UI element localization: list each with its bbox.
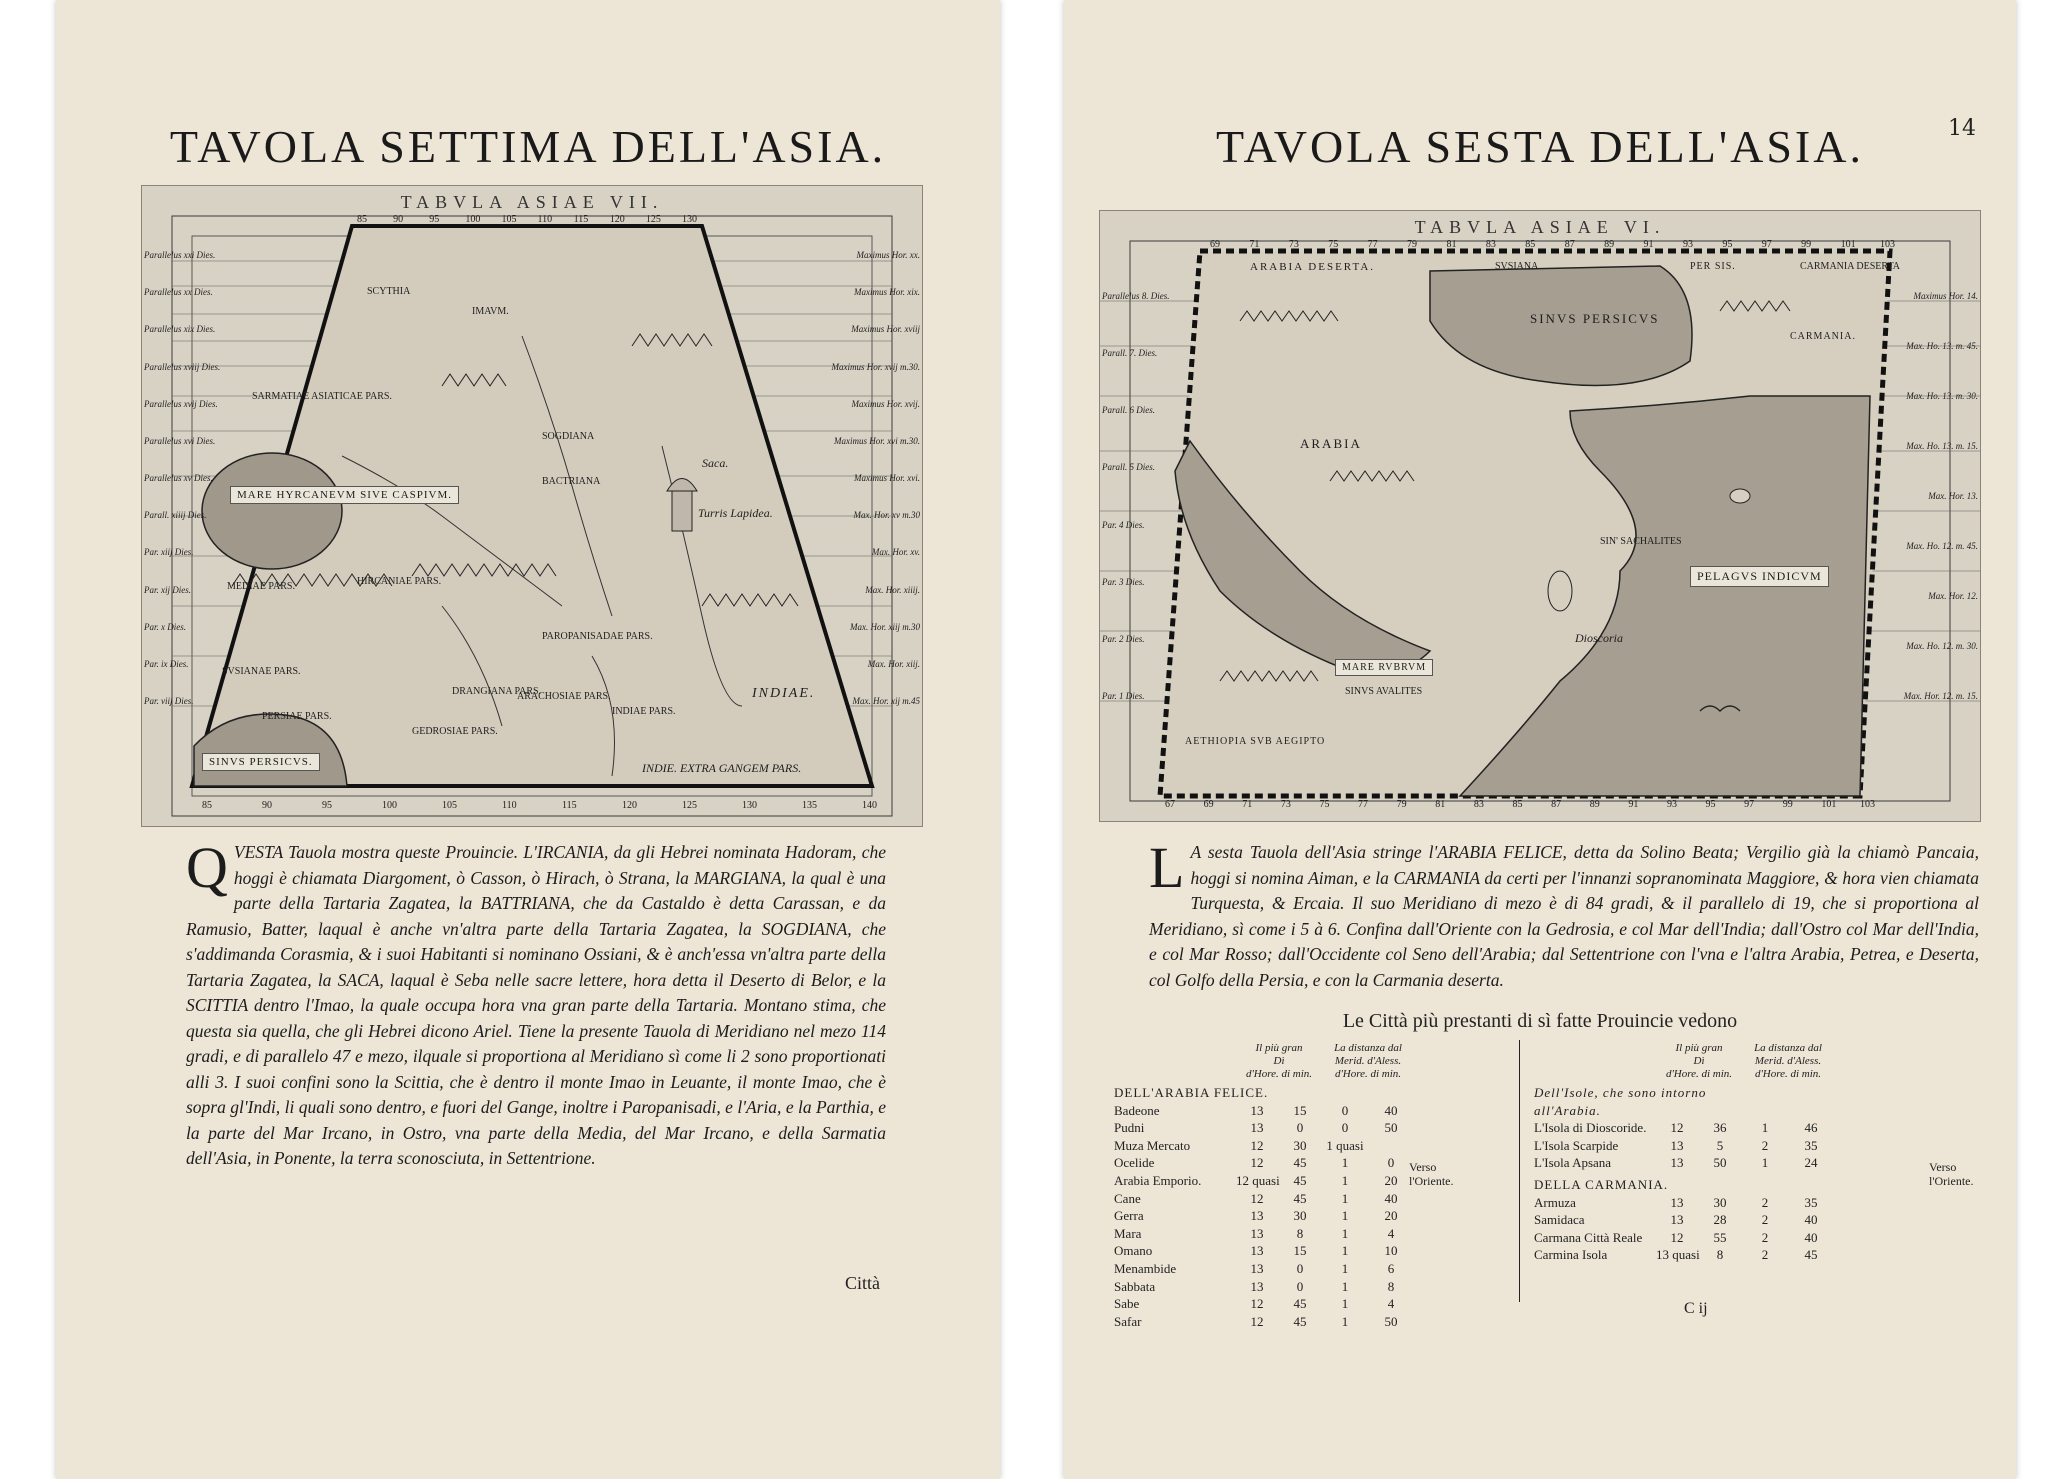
- cell-b: 45: [1293, 1313, 1307, 1329]
- cell-c: 1: [1341, 1172, 1349, 1188]
- parallel-label: Max. Hor. xij m.45: [852, 696, 920, 706]
- cell-a: 12: [1250, 1296, 1264, 1312]
- city-table-islands: [1534, 1042, 1974, 1264]
- label-carmania: CARMANIA.: [1790, 331, 1856, 342]
- label-persis: PER SIS.: [1690, 261, 1736, 272]
- cell-c: 2: [1761, 1212, 1769, 1228]
- section-head: DELLA CARMANIA.: [1534, 1176, 1669, 1192]
- cell-b: 0: [1296, 1278, 1304, 1294]
- scale-tick-label: 67: [1165, 799, 1175, 810]
- cell-b: 5: [1716, 1137, 1724, 1153]
- scale-tick-label: 87: [1551, 799, 1562, 810]
- scale-tick-label: 95: [322, 800, 332, 811]
- parallel-label: Par. 4 Dies.: [1102, 519, 1145, 530]
- cell-a: 13: [1670, 1212, 1684, 1228]
- scale-tick-label: 85: [202, 800, 212, 811]
- cell-name: Armuza: [1534, 1194, 1576, 1210]
- parallel-label: Parallelus xviij Dies.: [144, 361, 221, 372]
- scale-tick-label: 130: [742, 800, 757, 811]
- cell-c: 1: [1341, 1313, 1349, 1329]
- cell-name: L'Isola Scarpide: [1534, 1137, 1619, 1153]
- label-dioscoria: Dioscoria: [1575, 631, 1623, 645]
- cell-d: [1368, 1137, 1414, 1155]
- cell-c: 1: [1341, 1278, 1349, 1294]
- parallel-label: Parallelus 8. Dies.: [1102, 291, 1170, 301]
- label-mediae: MEDIAE PARS.: [227, 581, 295, 592]
- label-arabia: ARABIA: [1300, 436, 1362, 451]
- parallel-label: Max. Hor. 12.: [1928, 591, 1978, 601]
- cell-name: Safar: [1114, 1313, 1142, 1329]
- parallel-label: Parall. 5 Dies.: [1102, 462, 1155, 473]
- parallel-label: Par. xij Dies.: [144, 584, 191, 595]
- cell-c: 2: [1761, 1247, 1769, 1263]
- city-table-arabia: [1114, 1042, 1514, 1330]
- label-arachosiae: ARACHOSIAE PARS.: [517, 691, 611, 702]
- scale-tick-label: 85: [1512, 799, 1523, 810]
- label-sarmatiae: SARMATIAE ASIATICAE PARS.: [252, 391, 392, 402]
- scale-tick-label: 93: [1682, 239, 1693, 250]
- bracket-note: Verso l'Oriente.: [1929, 1160, 1974, 1188]
- scale-tick-label: 135: [802, 800, 817, 811]
- cell-b: 55: [1713, 1229, 1727, 1245]
- scale-tick-label: 110: [502, 800, 517, 811]
- parallel-label: Max. Hor. xiiij.: [865, 584, 920, 595]
- cell-name: Badeone: [1114, 1102, 1160, 1118]
- scale-tick-label: 85: [1525, 239, 1536, 250]
- cell-c: 1: [1341, 1155, 1349, 1171]
- cell-a: 12 quasi: [1236, 1172, 1280, 1188]
- cell-d: 8: [1387, 1278, 1395, 1294]
- right-page: [1064, 0, 2016, 1479]
- cell-c: 1: [1341, 1190, 1349, 1206]
- cell-name: Arabia Emporio.: [1114, 1172, 1202, 1188]
- signature-mark: C ij: [1684, 1300, 1708, 1317]
- parallel-label: Max. Ho. 13. m. 15.: [1906, 441, 1978, 451]
- scale-tick-label: 95: [1705, 799, 1716, 810]
- map-left: [141, 185, 923, 827]
- scale-tick-label: 90: [262, 800, 272, 811]
- parallel-label: Par. x Dies.: [144, 621, 186, 632]
- scale-tick-label: 77: [1358, 799, 1369, 810]
- scale-tick-label: 103: [1860, 799, 1875, 810]
- label-gedrosiae: GEDROSIAE PARS.: [412, 726, 498, 737]
- cell-a: 13: [1250, 1102, 1264, 1118]
- cell-b: 36: [1713, 1120, 1727, 1136]
- parallel-label: Maximus Hor. xx.: [856, 250, 920, 260]
- cell-c: 0: [1341, 1102, 1349, 1118]
- scale-tick-label: 97: [1761, 239, 1772, 250]
- table-row: [1534, 1154, 1974, 1172]
- cell-name: L'Isola Apsana: [1534, 1155, 1612, 1171]
- scale-tick-label: 125: [645, 214, 661, 225]
- bracket-note: Verso l'Oriente.: [1409, 1160, 1454, 1188]
- drop-cap: Q: [186, 835, 228, 900]
- cell-c: 2: [1761, 1194, 1769, 1210]
- cell-a: 12: [1250, 1313, 1264, 1329]
- scale-tick-label: 140: [862, 800, 877, 811]
- parallel-label: Parall. xiiij Dies.: [144, 510, 207, 521]
- cell-b: 28: [1713, 1212, 1727, 1228]
- cell-b: 0: [1296, 1260, 1304, 1276]
- scale-tick-label: 120: [609, 214, 625, 225]
- cell-a: 12: [1670, 1120, 1684, 1136]
- table-row: [1114, 1137, 1514, 1155]
- table-row: [1114, 1154, 1514, 1172]
- section-head: DELL'ARABIA FELICE.: [1114, 1085, 1269, 1100]
- scale-tick-label: 83: [1485, 239, 1496, 250]
- column-headers: [1114, 1042, 1514, 1082]
- cell-b: 45: [1293, 1190, 1307, 1206]
- parallel-label: Parallelus xvi Dies.: [144, 435, 216, 446]
- page-number: 14: [1948, 116, 1976, 141]
- table-row: [1534, 1211, 1974, 1229]
- cell-a: 13: [1250, 1260, 1264, 1276]
- label-carmania-deserta: CARMANIA DESERTA: [1800, 261, 1900, 272]
- scale-tick-label: 103: [1880, 239, 1895, 250]
- col-head-distance: La distanza dal Merid. d'Aless. d'Hore. di min.: [1754, 1042, 1822, 1080]
- cell-c: 1 quasi: [1326, 1137, 1364, 1153]
- parallel-label: Par. viij Dies.: [144, 696, 194, 706]
- parallel-label: Par. 1 Dies.: [1102, 691, 1145, 701]
- description-text: [1149, 835, 1979, 993]
- cell-a: 12: [1670, 1229, 1684, 1245]
- table-rows: [1534, 1194, 1974, 1264]
- scale-tick-label: 115: [573, 214, 589, 225]
- table-rows: [1534, 1119, 1974, 1172]
- cell-b: 30: [1293, 1137, 1307, 1153]
- cell-c: 0: [1341, 1120, 1349, 1136]
- label-paropanisadae: PAROPANISADAE PARS.: [542, 631, 653, 642]
- left-page: [56, 0, 1000, 1479]
- parallel-label: Maximus Hor. 14.: [1913, 291, 1978, 301]
- cell-a: 13 quasi: [1656, 1247, 1700, 1263]
- cell-d: 46: [1804, 1120, 1818, 1136]
- scale-tick-label: 81: [1435, 799, 1446, 810]
- cell-a: 13: [1250, 1243, 1264, 1259]
- parallel-label: Parall. 7. Dies.: [1102, 348, 1158, 359]
- label-hircaniae: HIRCANIAE PARS.: [357, 576, 442, 587]
- label-mare-rubrum: MARE RVBRVM: [1335, 659, 1433, 676]
- scale-tick-label: 71: [1242, 799, 1253, 810]
- cell-c: 1: [1341, 1260, 1349, 1276]
- cell-a: 12: [1250, 1190, 1264, 1206]
- label-arabia-deserta: ARABIA DESERTA.: [1250, 261, 1376, 273]
- cell-d: 35: [1804, 1194, 1818, 1210]
- cell-d: 4: [1387, 1225, 1395, 1241]
- parallel-label: Max. Ho. 13. m. 30.: [1906, 391, 1978, 401]
- parallel-label: Parallelus xvij Dies.: [144, 398, 218, 409]
- cell-name: Ocelide: [1114, 1155, 1155, 1171]
- cell-d: 40: [1384, 1190, 1398, 1206]
- cell-d: 40: [1804, 1212, 1818, 1228]
- page-title: TAVOLA SETTIMA DELL'ASIA.: [169, 121, 887, 172]
- parallel-label: Max. Hor. xiij.: [867, 658, 920, 669]
- cell-d: 4: [1387, 1296, 1395, 1312]
- caspian-sea: [202, 453, 342, 569]
- label-pelagus: PELAGVS INDICVM: [1690, 566, 1829, 587]
- label-drangiana: DRANGIANA PARS.: [452, 686, 542, 697]
- scale-tick-label: 71: [1249, 239, 1260, 250]
- cell-c: 2: [1761, 1229, 1769, 1245]
- scale-tick-label: 130: [682, 214, 697, 225]
- island: [1730, 489, 1750, 503]
- label-india-extra: INDIE. EXTRA GANGEM PARS.: [642, 761, 802, 775]
- table-row: [1114, 1260, 1514, 1278]
- scale-tick-label: 79: [1396, 799, 1407, 810]
- label-susianae: SVSIANAE PARS.: [222, 666, 301, 677]
- parallel-label: Parallelus xv Dies.: [144, 473, 213, 483]
- scale-tick-label: 100: [382, 800, 397, 811]
- table-row: [1114, 1313, 1514, 1331]
- scale-tick-label: 91: [1643, 239, 1654, 250]
- label-turris: Turris Lapidea.: [698, 506, 773, 520]
- parallel-label: Parallelus xx Dies.: [144, 287, 213, 298]
- cell-name: Mara: [1114, 1225, 1142, 1241]
- cell-a: 13: [1670, 1137, 1684, 1153]
- table-row: [1114, 1119, 1514, 1137]
- cell-name: Carmina Isola: [1534, 1247, 1608, 1263]
- label-caspian: MARE HYRCANEVM SIVE CASPIVM.: [230, 486, 459, 504]
- parallel-label: Par. xiij Dies.: [144, 547, 194, 558]
- scale-tick-label: 73: [1288, 239, 1299, 250]
- table-row: [1114, 1225, 1514, 1243]
- parallel-label: Par. 3 Dies.: [1102, 576, 1145, 587]
- scale-tick-label: 95: [1722, 239, 1733, 250]
- cell-b: 15: [1293, 1243, 1307, 1259]
- map-right: [1099, 210, 1981, 822]
- label-persiae: PERSIAE PARS.: [262, 711, 332, 722]
- cell-d: 0: [1387, 1155, 1395, 1171]
- parallel-label: Maximus Hor. xvi.: [854, 473, 920, 483]
- cell-name: L'Isola di Dioscoride.: [1534, 1120, 1647, 1136]
- map-right-drawing: [1100, 211, 1980, 821]
- table-row: [1114, 1242, 1514, 1260]
- cell-name: Pudni: [1114, 1120, 1145, 1136]
- label-india: INDIAE.: [752, 686, 816, 701]
- table-row: [1534, 1246, 1974, 1264]
- scale-tick-label: 87: [1564, 239, 1575, 250]
- description-body: A sesta Tauola dell'Asia stringe l'ARABIA FELICE, detta da Solino Beata; Vergilio già la chiamò Pancaia, hoggi si nomina Aiman, e la CARMANIA da certi per l'innanzi sopranominata Maggiore, & hora vien chiamata Turquesta, & Ercaia. Il suo Meridiano di mezo è di 84 gradi, & il parallelo di 19, che si proportiona al Meridiano, sì come i 5 à 6. Confina dall'Oriente con la Gedrosia, e col Mar dell'India; dall'Ostro col Mar dell'India, e col Mar Rosso; dall'Occidente col Seno dell'Arabia; dal Settentrione con l'vna e l'altra Arabia, Petrea, e Deserta, col Golfo della Persia, e con la Carmania deserta.: [1149, 842, 1979, 990]
- cell-b: 45: [1293, 1155, 1307, 1171]
- col-head-day: Il più gran Dì d'Hore. di min.: [1665, 1042, 1733, 1080]
- cell-d: 35: [1804, 1137, 1818, 1153]
- scale-tick-label: 115: [562, 800, 577, 811]
- cell-a: 13: [1670, 1194, 1684, 1210]
- label-imaum: IMAVM.: [472, 306, 509, 317]
- catchword: Città: [845, 1273, 880, 1293]
- page-title: TAVOLA SESTA DELL'ASIA.: [1216, 121, 1864, 172]
- cell-name: Carmana Città Reale: [1534, 1229, 1643, 1245]
- scale-tick-label: 90: [393, 214, 404, 225]
- cell-d: 40: [1384, 1102, 1398, 1118]
- parallel-label: Par. 2 Dies.: [1102, 633, 1145, 644]
- table-row: [1534, 1137, 1974, 1155]
- cell-d: 20: [1384, 1172, 1398, 1188]
- parallel-label: Max. Ho. 13. m. 45.: [1906, 341, 1978, 351]
- scale-tick-label: 69: [1210, 239, 1220, 250]
- cell-c: 1: [1761, 1120, 1769, 1136]
- cell-a: 13: [1250, 1278, 1264, 1294]
- label-saca: Saca.: [702, 456, 729, 470]
- scale-tick-label: 79: [1407, 239, 1418, 250]
- parallel-label: Maximus Hor. xvij.: [851, 398, 920, 409]
- table-row: [1114, 1102, 1514, 1120]
- cell-c: 1: [1341, 1208, 1349, 1224]
- cell-a: 13: [1250, 1225, 1264, 1241]
- drop-cap: L: [1149, 835, 1185, 900]
- cell-c: 1: [1761, 1155, 1769, 1171]
- cell-d: 10: [1384, 1243, 1398, 1259]
- label-persian-gulf: SINVS PERSICVS.: [202, 753, 320, 771]
- scale-tick-label: 69: [1203, 799, 1214, 810]
- cell-d: 50: [1384, 1313, 1398, 1329]
- parallel-label: Max. Hor. xv m.30: [853, 510, 920, 521]
- cell-d: 6: [1387, 1260, 1395, 1276]
- table-rows: [1114, 1102, 1514, 1331]
- cell-c: 2: [1761, 1137, 1769, 1153]
- scale-tick-label: 105: [442, 800, 457, 811]
- parallel-label: Max. Ho. 12. m. 45.: [1906, 541, 1978, 551]
- cell-b: 0: [1296, 1120, 1304, 1136]
- cell-a: 13: [1250, 1208, 1264, 1224]
- parallel-label: Par. ix Dies.: [144, 658, 189, 669]
- cell-name: Cane: [1114, 1190, 1141, 1206]
- map-left-drawing: [142, 186, 922, 826]
- scale-tick-label: 105: [501, 214, 517, 225]
- cell-c: 1: [1341, 1296, 1349, 1312]
- cell-name: Omano: [1114, 1243, 1153, 1259]
- map-title: TABVLA ASIAE VI.: [1414, 217, 1666, 237]
- description-body: VESTA Tauola mostra queste Prouincie. L'IRCANIA, da gli Hebrei nominata Hadoram, che hoggi è chiamata Diargoment, ò Casson, ò Hirach, ò Strana, la MARGIANA, la qual è una parte della Tartaria Zagatea, la BATTRIANA, che da Castaldo è detta Carassan, e da Ramusio, Batter, laqual è anche vn'altra parte della Tartaria Zagatea, la SOGDIANA, che s'addimanda Corasmia, & i suoi Habitanti si nominano Ossiani, & è anch'essa vn'altra parte della Tartaria Zagatea, la SACA, laqual è Seba nelle sacre lettere, hora detta il Deserto di Belor, e la SCITTIA dentro l'Imao, la quale occupa hora vna gran parte della Tartaria. Montano stima, che questa sia quella, che gli Hebrei dicono Ariel. Tiene la presente Tauola di Meridiano nel mezo 114 gradi, e di parallelo 47 e mezo, ilquale si proportiona al Meridiano sì come li 2 sono proportionati alli 3. I suoi confini sono la Scittia, che è dentro il monte Imao in Leuante, il monte Imao, che è sopra gl'Indi, li quali sono dentro, e fuori del Gange, inoltre i Paropanisadi, e l'Aria, e la Parthia, e la parte del Mar Ircano, in Ostro, vna parte della Media, del Mar Ircano, e della Sarmatia dell'Asia, in Ponente, la terra sconosciuta, in Settentrione.: [186, 842, 886, 1168]
- label-sinus-avalites: SINVS AVALITES: [1345, 686, 1423, 697]
- parallel-label: Maximus Hor. xvi m.30.: [834, 435, 920, 446]
- scale-tick-label: 93: [1666, 799, 1677, 810]
- parallel-label: Maximus Hor. xviij: [851, 324, 920, 335]
- cell-d: 24: [1804, 1155, 1818, 1171]
- table-title: Le Città più prestanti di sì fatte Prouincie vedono: [1342, 1010, 1738, 1032]
- scale-tick-label: 95: [429, 214, 440, 225]
- scale-tick-label: 77: [1367, 239, 1378, 250]
- cell-b: 8: [1716, 1247, 1724, 1263]
- label-aethiopia: AETHIOPIA SVB AEGIPTO: [1185, 736, 1326, 747]
- scale-tick-label: 85: [357, 214, 367, 225]
- label-sogdiana: SOGDIANA: [542, 431, 595, 442]
- turris-lapidea-icon: [667, 479, 697, 532]
- table-row: [1114, 1278, 1514, 1296]
- label-susiana: SVSIANA: [1495, 261, 1539, 272]
- cell-d: 40: [1804, 1229, 1818, 1245]
- parallel-label: Max. Hor. 13.: [1928, 491, 1978, 501]
- cell-c: 1: [1341, 1225, 1349, 1241]
- parallel-label: Parallelus xix Dies.: [144, 324, 216, 335]
- island-dioscoria: [1548, 571, 1572, 611]
- col-head-day: Il più gran Dì d'Hore. di min.: [1245, 1042, 1313, 1080]
- table-row: [1114, 1207, 1514, 1225]
- cell-name: Menambide: [1114, 1260, 1177, 1276]
- label-sinus-sachalites: SIN' SACHALITES: [1600, 536, 1682, 547]
- table-row: [1534, 1119, 1974, 1137]
- parallel-label: Max. Hor. 12. m. 15.: [1903, 691, 1978, 701]
- table-row: [1114, 1172, 1514, 1190]
- table-row: [1114, 1190, 1514, 1208]
- cell-b: 45: [1293, 1296, 1307, 1312]
- scale-tick-label: 101: [1840, 239, 1856, 250]
- scale-tick-label: 120: [622, 800, 637, 811]
- label-bactriana: BACTRIANA: [542, 476, 601, 487]
- scale-tick-label: 101: [1821, 799, 1837, 810]
- cell-b: 45: [1293, 1172, 1307, 1188]
- cell-b: 15: [1293, 1102, 1307, 1118]
- scale-tick-label: 89: [1589, 799, 1600, 810]
- parallel-label: Max. Hor. xiij m.30: [850, 621, 920, 632]
- cell-a: 12: [1250, 1155, 1264, 1171]
- parallel-label: Maximus Hor. xvij m.30.: [831, 361, 920, 372]
- cell-name: Samidaca: [1534, 1212, 1585, 1228]
- label-scythia: SCYTHIA: [367, 286, 411, 297]
- parallel-label: Max. Ho. 12. m. 30.: [1906, 641, 1978, 651]
- scale-tick-label: 125: [682, 800, 697, 811]
- cell-name: Sabe: [1114, 1296, 1140, 1312]
- section-head: Dell'Isole, che sono intorno all'Arabia.: [1534, 1085, 1707, 1118]
- parallel-label: Max. Hor. xv.: [871, 547, 920, 558]
- scale-tick-label: 99: [1782, 799, 1793, 810]
- parallel-label: Maximus Hor. xix.: [854, 287, 920, 298]
- scale-tick-label: 89: [1604, 239, 1615, 250]
- cell-d: 50: [1384, 1120, 1398, 1136]
- scale-tick-label: 99: [1801, 239, 1812, 250]
- map-title: TABVLA ASIAE VII.: [400, 192, 664, 212]
- column-headers: [1534, 1042, 1974, 1082]
- parallel-label: Parall. 6 Dies.: [1102, 405, 1155, 416]
- description-text: [186, 835, 886, 1172]
- parallel-label: Parallelus xxi Dies.: [144, 250, 216, 260]
- scale-tick-label: 81: [1446, 239, 1457, 250]
- cell-b: 50: [1713, 1155, 1727, 1171]
- cell-a: 13: [1250, 1120, 1264, 1136]
- scale-tick-label: 100: [465, 214, 481, 225]
- scale-tick-label: 97: [1744, 799, 1755, 810]
- scale-tick-label: 83: [1473, 799, 1484, 810]
- cell-b: 30: [1293, 1208, 1307, 1224]
- cell-name: Gerra: [1114, 1208, 1144, 1224]
- col-head-distance: La distanza dal Merid. d'Aless. d'Hore. di min.: [1334, 1042, 1402, 1080]
- scale-tick-label: 110: [537, 214, 553, 225]
- scale-tick-label: 75: [1328, 239, 1339, 250]
- cell-a: 13: [1670, 1155, 1684, 1171]
- scale-tick-label: 75: [1319, 799, 1330, 810]
- table-row: [1534, 1194, 1974, 1212]
- cell-name: Muza Mercato: [1114, 1137, 1191, 1153]
- scale-tick-label: 73: [1280, 799, 1291, 810]
- cell-d: 45: [1804, 1247, 1818, 1263]
- cell-b: 30: [1713, 1194, 1727, 1210]
- cell-c: 1: [1341, 1243, 1349, 1259]
- label-indiae-pars: INDIAE PARS.: [612, 706, 676, 717]
- table-divider: [1519, 1040, 1520, 1302]
- table-row: [1114, 1295, 1514, 1313]
- cell-b: 8: [1296, 1225, 1304, 1241]
- cell-d: 20: [1384, 1208, 1398, 1224]
- cell-a: 12: [1250, 1137, 1264, 1153]
- cell-name: Sabbata: [1114, 1278, 1156, 1294]
- label-sinus-persicus: SINVS PERSICVS: [1530, 311, 1660, 326]
- scale-tick-label: 91: [1628, 799, 1639, 810]
- table-row: [1534, 1229, 1974, 1247]
